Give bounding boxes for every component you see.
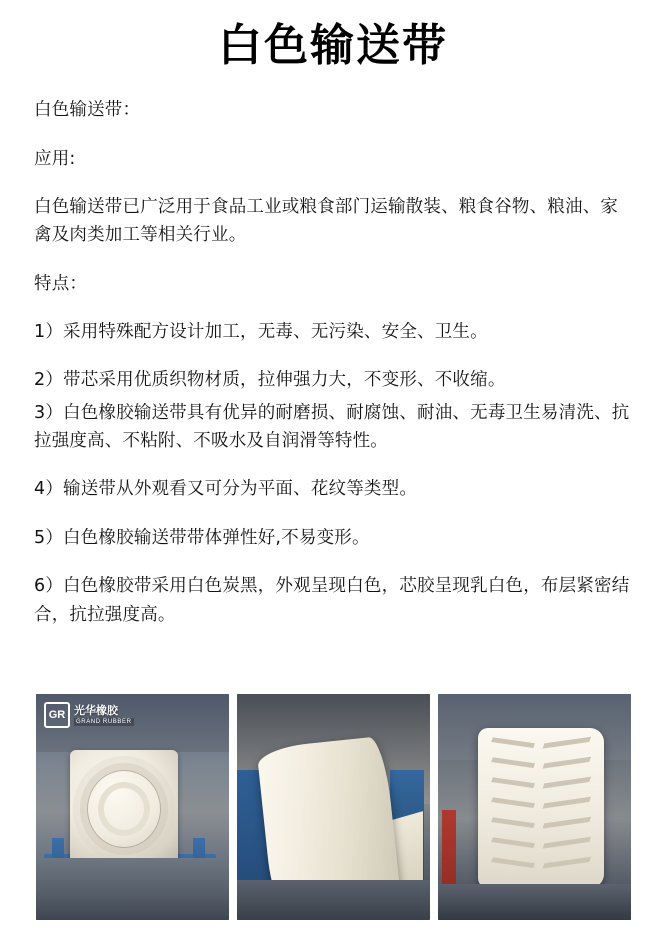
watermark-logo [44, 702, 134, 728]
product-photo-roll-on-frame [36, 694, 229, 920]
page-title: 白色输送带 [218, 20, 448, 71]
product-photo-gallery [36, 694, 632, 920]
photo1-roll-core [98, 782, 150, 836]
paragraph-features-heading: 特点： [34, 273, 88, 294]
paragraph-application-heading: 应用: [34, 148, 76, 169]
document-page [0, 22, 666, 952]
watermark-logo-mark: GR [44, 702, 70, 728]
photo3-chevron-stripe [484, 836, 596, 849]
paragraph-feature-1: 1）采用特殊配方设计加工，无毒、无污染、安全、卫生。 [34, 322, 488, 343]
photo1-white-belt-roll [70, 750, 178, 868]
photo3-chevron-stripe [484, 756, 596, 769]
paragraph-feature-2: 2）带芯采用优质织物材质，拉伸强力大，不变形、不收缩。 [34, 370, 506, 391]
paragraph-feature-3: 3）白色橡胶输送带具有优异的耐磨损、耐腐蚀、耐油、无毒卫生易清洗、抗拉强度高、不粘附、不吸水及自润滑等特性。 [34, 402, 630, 452]
photo3-chevron-stripe [484, 816, 596, 829]
photo3-chevron-belt-roll [478, 728, 604, 888]
document-body [0, 96, 666, 628]
paragraph-feature-4: 4）输送带从外观看又可分为平面、花纹等类型。 [34, 479, 418, 500]
paragraph-feature-6: 6）白色橡胶带采用白色炭黑，外观呈现白色，芯胶呈现乳白色，布层紧密结合，抗拉强度高。 [34, 576, 630, 625]
photo1-floor [36, 858, 229, 920]
photo3-chevron-stripe [484, 736, 596, 749]
photo3-chevron-stripe [484, 776, 596, 789]
paragraph-intro: 白色输送带： [34, 100, 141, 121]
paragraph-feature-5: 5）白色橡胶输送带带体弹性好,不易变形。 [34, 527, 370, 548]
product-photo-belt-sheet [237, 694, 430, 920]
product-photo-chevron-roll [438, 694, 631, 920]
paragraph-application-body: 白色输送带已广泛用于食品工业或粮食部门运输散装、粮食谷物、粮油、家禽及肉类加工等相关行业。 [34, 197, 619, 246]
watermark-logo-en: GRAND RUBBER [76, 718, 132, 725]
photo3-floor [438, 884, 631, 920]
photo3-chevron-stripe [484, 796, 596, 809]
watermark-logo-text [74, 705, 134, 726]
photo3-chevron-stripe [484, 856, 596, 869]
watermark-logo-cn: 光华橡胶 [74, 703, 118, 717]
photo2-floor [237, 880, 430, 920]
